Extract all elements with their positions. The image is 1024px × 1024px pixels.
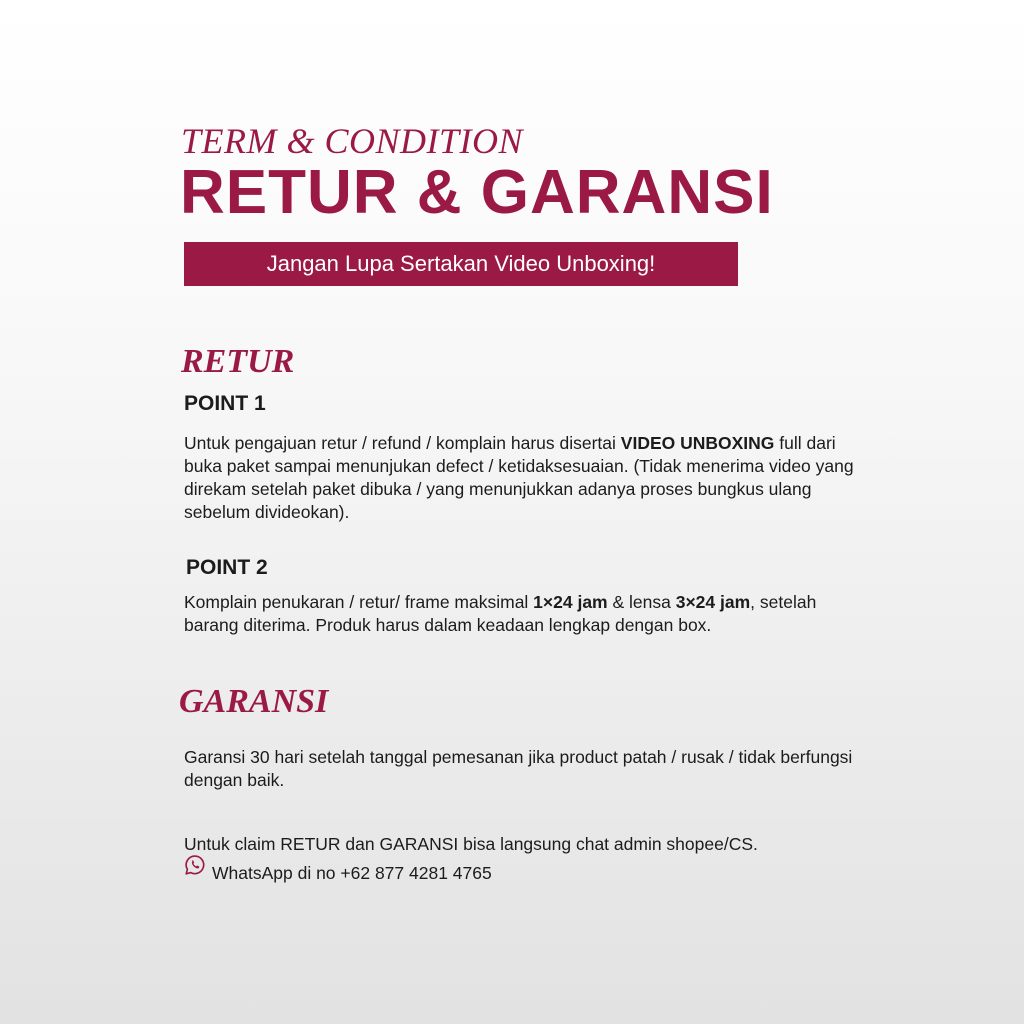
point-2-text: [184, 591, 864, 637]
page-title: RETUR & GARANSI: [180, 158, 774, 227]
point-1-text: [184, 432, 864, 524]
garansi-text: Garansi 30 hari setelah tanggal pemesanan jika product patah / rusak / tidak berfungsi dengan baik.: [184, 747, 853, 790]
whatsapp-number-text: WhatsApp di no +62 877 4281 4765: [212, 863, 492, 883]
point-2-title: POINT 2: [186, 556, 268, 579]
whatsapp-contact: [184, 854, 492, 885]
point-2-text-b: & lensa: [607, 592, 676, 612]
kicker-title: TERM & CONDITION: [181, 121, 524, 161]
point-1-text-a: Untuk pengajuan retur / refund / komplain harus disertai: [184, 433, 621, 453]
whatsapp-icon: [184, 854, 206, 876]
point-1-text-b: full dari buka paket sampai menunjukan defect / ketidaksesuaian. (Tidak menerima video yang direkam setelah paket dibuka / yang menunjukkan adanya proses bungkus ulang sebelum divideokan).: [184, 433, 854, 522]
unboxing-banner: [184, 242, 738, 286]
garansi-section-title: GARANSI: [179, 683, 329, 720]
point-2-bold-frame: 1×24 jam: [533, 592, 608, 612]
point-2-text-a: Komplain penukaran / retur/ frame maksimal: [184, 592, 534, 612]
point-1-text-bold: VIDEO UNBOXING: [620, 433, 775, 453]
retur-section-title: RETUR: [181, 343, 295, 380]
claim-text: Untuk claim RETUR dan GARANSI bisa langsung chat admin shopee/CS.: [184, 834, 758, 854]
point-1-title: POINT 1: [184, 392, 266, 415]
point-2-bold-lens: 3×24 jam: [675, 592, 751, 612]
point-2-text-c: , setelah barang diterima. Produk harus dalam keadaan lengkap dengan box.: [184, 592, 817, 635]
banner-text: Jangan Lupa Sertakan Video Unboxing!: [266, 251, 656, 276]
